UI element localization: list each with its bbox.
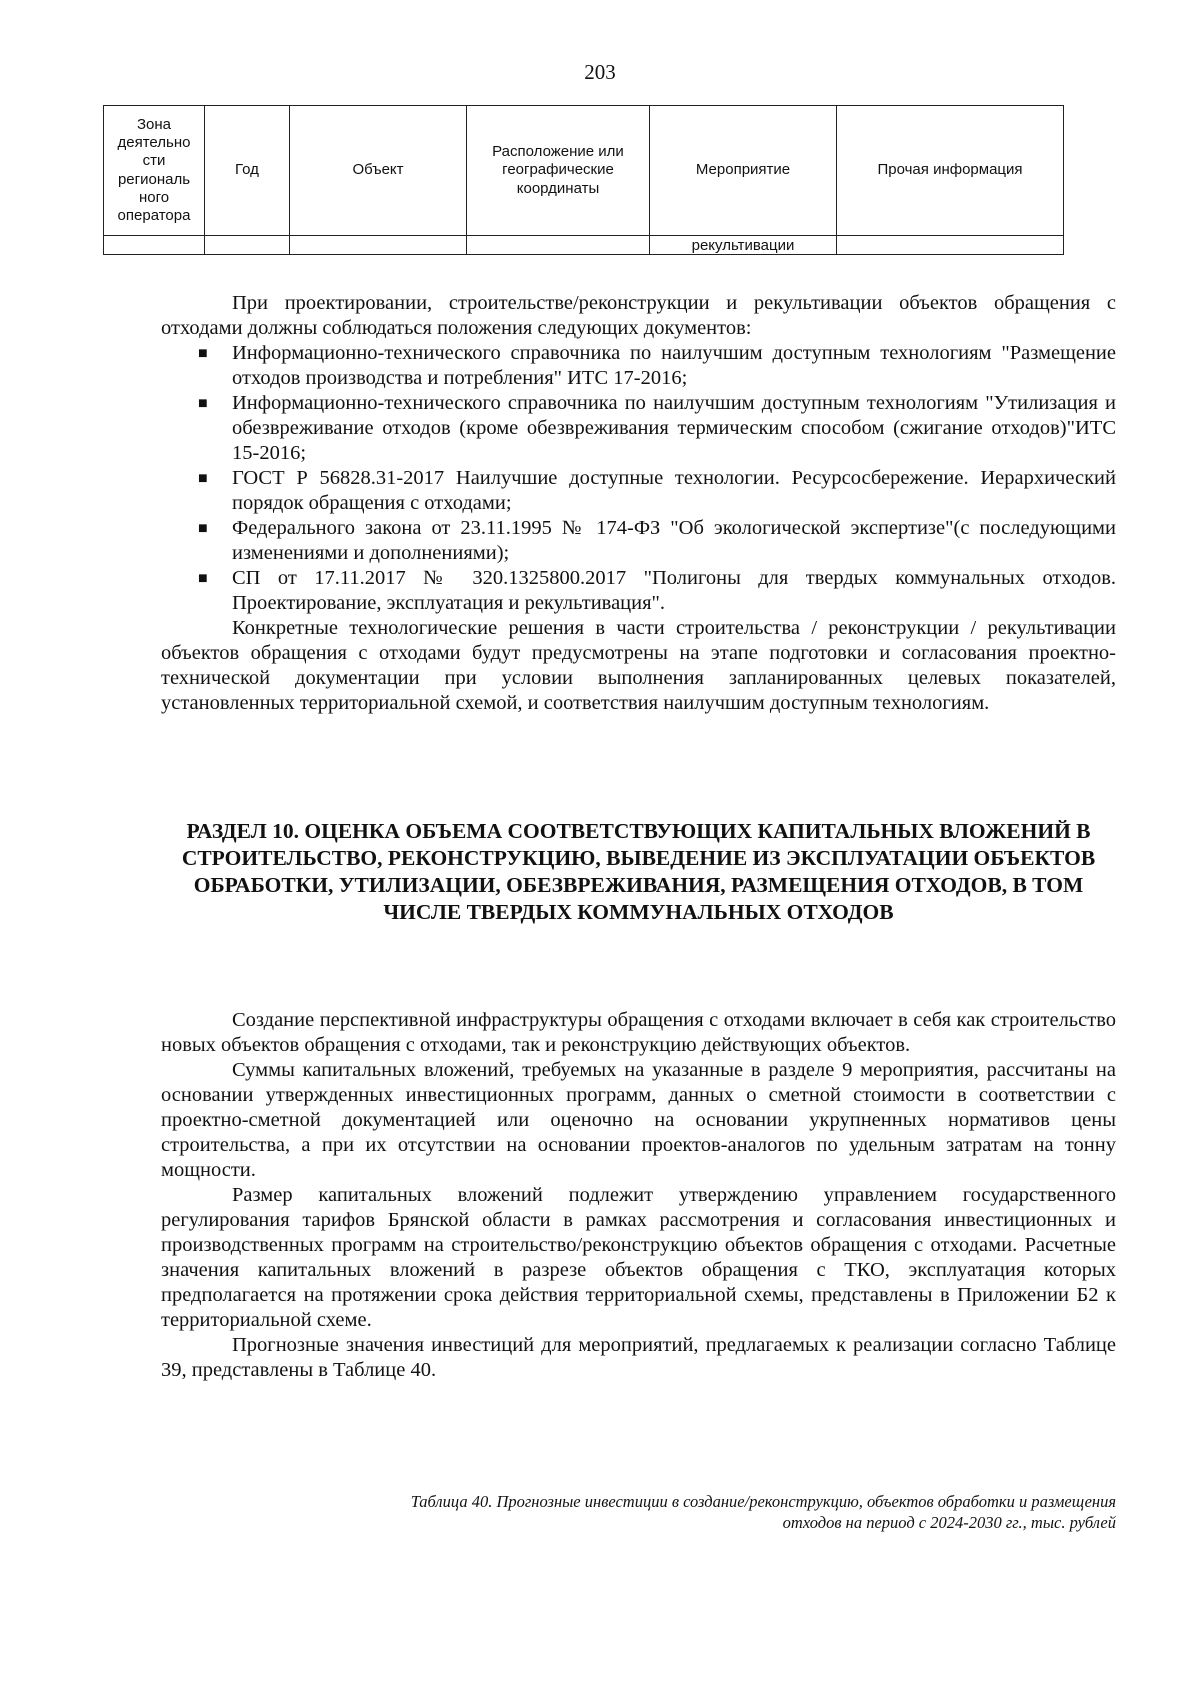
- list-item: [161, 341, 1116, 391]
- intro-block: [161, 291, 1116, 716]
- section-paragraph: Создание перспективной инфраструктуры обращения с отходами включает в себя как строительство новых объектов обращения с отходами, так и реконструкцию действующих объектов.: [161, 1009, 1116, 1056]
- bullet-icon: ■: [198, 395, 208, 412]
- header-other-info: Прочая информация: [837, 106, 1064, 236]
- list-item: [161, 466, 1116, 516]
- continuation-table: [103, 105, 1064, 255]
- list-item: [161, 516, 1116, 566]
- bullet-icon: ■: [198, 345, 208, 362]
- document-text: Информационно-технического справочника по наилучшим доступным технологиям "Утилизация и обезвреживание отходов (кроме обезвреживания термическим способом (сжигание отходов)"ИТС 15-2016;: [232, 392, 1116, 464]
- document-text: ГОСТ Р 56828.31-2017 Наилучшие доступные технологии. Ресурсосбережение. Иерархический порядок обращения с отходами;: [232, 467, 1116, 514]
- section-body: [161, 1008, 1116, 1383]
- bullet-icon: ■: [198, 470, 208, 487]
- table-cell: [467, 236, 650, 255]
- documents-list: [161, 341, 1116, 616]
- header-zone: Зона деятельно сти региональ ного оператора: [104, 106, 205, 236]
- document-text: СП от 17.11.2017 № 320.1325800.2017 "Полигоны для твердых коммунальных отходов. Проектирование, эксплуатация и рекультивация".: [232, 567, 1116, 614]
- section-paragraph: Прогнозные значения инвестиций для мероприятий, предлагаемых к реализации согласно Таблице 39, представлены в Таблице 40.: [161, 1334, 1116, 1381]
- table-cell: [205, 236, 290, 255]
- caption-line-2: отходов на период с 2024-2030 гг., тыс. рублей: [782, 1513, 1116, 1532]
- table-row: [104, 236, 1064, 255]
- table-cell: [837, 236, 1064, 255]
- list-item: [161, 391, 1116, 466]
- section-title: РАЗДЕЛ 10. ОЦЕНКА ОБЪЕМА СООТВЕТСТВУЮЩИХ КАПИТАЛЬНЫХ ВЛОЖЕНИЙ В СТРОИТЕЛЬСТВО, РЕКОНСТРУКЦИЮ, ВЫВЕДЕНИЕ ИЗ ЭКСПЛУАТАЦИИ ОБЪЕКТОВ ОБРАБОТКИ, УТИЛИЗАЦИИ, ОБЕЗВРЕЖИВАНИЯ, РАЗМЕЩЕНИЯ ОТХОДОВ, В ТОМ ЧИСЛЕ ТВЕРДЫХ КОММУНАЛЬНЫХ ОТХОДОВ: [181, 819, 1096, 924]
- caption-line-1: Таблица 40. Прогнозные инвестиции в создание/реконструкцию, объектов обработки и размещения: [410, 1492, 1116, 1511]
- table-cell: [104, 236, 205, 255]
- document-text: Федерального закона от 23.11.1995 № 174-ФЗ "Об экологической экспертизе"(с последующими изменениями и дополнениями);: [232, 517, 1116, 564]
- header-location: Расположение или географические координаты: [467, 106, 650, 236]
- page-number: 203: [584, 60, 616, 84]
- section-paragraph: Суммы капитальных вложений, требуемых на указанные в разделе 9 мероприятия, рассчитаны на основании утвержденных инвестиционных программ, данных о сметной стоимости в соответствии с проектно-сметной документацией или оценочно на основании укрупненных нормативов цены строительства, а при их отсутствии на основании проектов-аналогов по удельным затратам на тонну мощности.: [161, 1059, 1116, 1181]
- header-activity: Мероприятие: [650, 106, 837, 236]
- table-cell-activity: рекультивации: [650, 236, 837, 255]
- header-year: Год: [205, 106, 290, 236]
- table-caption: [161, 1491, 1116, 1533]
- table-cell: [290, 236, 467, 255]
- document-text: Информационно-технического справочника по наилучшим доступным технологиям "Размещение отходов производства и потребления" ИТС 17-2016;: [232, 342, 1116, 389]
- section-paragraph: Размер капитальных вложений подлежит утверждению управлением государственного регулирования тарифов Брянской области в рамках рассмотрения и согласования инвестиционных и производственных программ на строительство/реконструкцию объектов обращения с отходами. Расчетные значения капитальных вложений в разрезе объектов обращения с ТКО, эксплуатация которых предполагается на протяжении срока действия территориальной схемы, представлены в Приложении Б2 к территориальной схеме.: [161, 1184, 1116, 1331]
- table-header-row: [104, 106, 1064, 236]
- list-item: [161, 566, 1116, 616]
- intro-conclusion: Конкретные технологические решения в части строительства / реконструкции / рекультивации объектов обращения с отходами будут предусмотрены на этапе подготовки и согласования проектно-технической документации при условии выполнения запланированных целевых показателей, установленных территориальной схемой, и соответствия наилучшим доступным технологиям.: [161, 617, 1116, 714]
- bullet-icon: ■: [198, 570, 208, 587]
- intro-lead: При проектировании, строительстве/реконструкции и рекультивации объектов обращения с отходами должны соблюдаться положения следующих документов:: [161, 292, 1116, 339]
- header-object: Объект: [290, 106, 467, 236]
- bullet-icon: ■: [198, 520, 208, 537]
